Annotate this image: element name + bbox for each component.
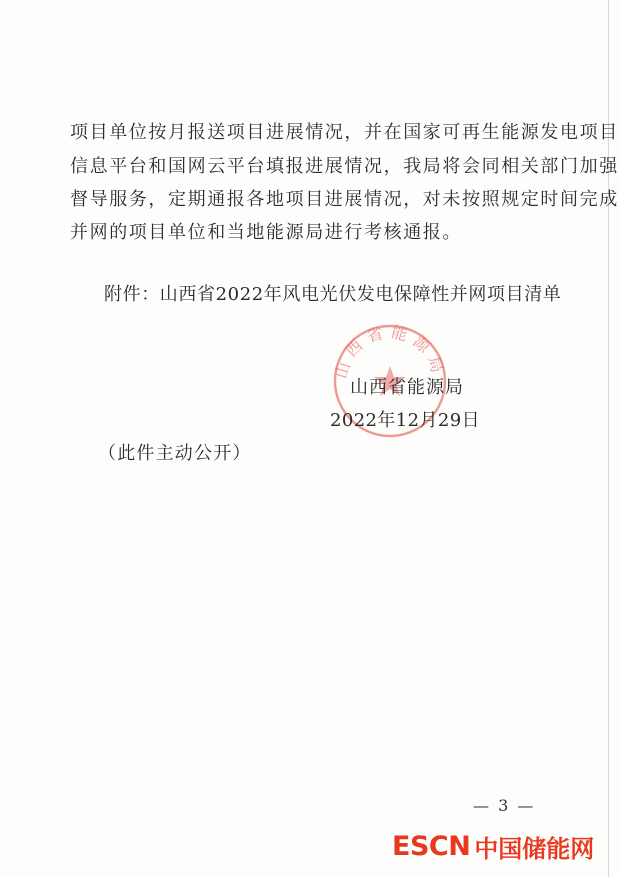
seal-text: 山西省能源局 bbox=[331, 322, 449, 381]
watermark-name: 中国储能网 bbox=[474, 834, 595, 863]
signature-date: 2022年12月29日 bbox=[330, 410, 481, 431]
signature-org: 山西省能源局 bbox=[350, 377, 464, 398]
page-number: — 3 — bbox=[473, 796, 536, 815]
body-line-2: 信息平台和国网云平台填报进展情况，我局将会同相关部门加强 bbox=[70, 156, 619, 177]
body-line-3: 督导服务，定期通报各地项目进展情况，对未按照规定时间完成 bbox=[70, 189, 619, 210]
watermark-brand: ESCN bbox=[392, 830, 471, 862]
escn-watermark-logo bbox=[392, 826, 594, 866]
body-line-4: 并网的项目单位和当地能源局进行考核通报。 bbox=[70, 222, 462, 243]
public-note: （此件主动公开） bbox=[98, 443, 252, 464]
attachment-line: 附件：山西省2022年风电光伏发电保障性并网项目清单 bbox=[104, 284, 562, 305]
body-line-1: 项目单位按月报送项目进展情况，并在国家可再生能源发电项目 bbox=[70, 122, 619, 143]
